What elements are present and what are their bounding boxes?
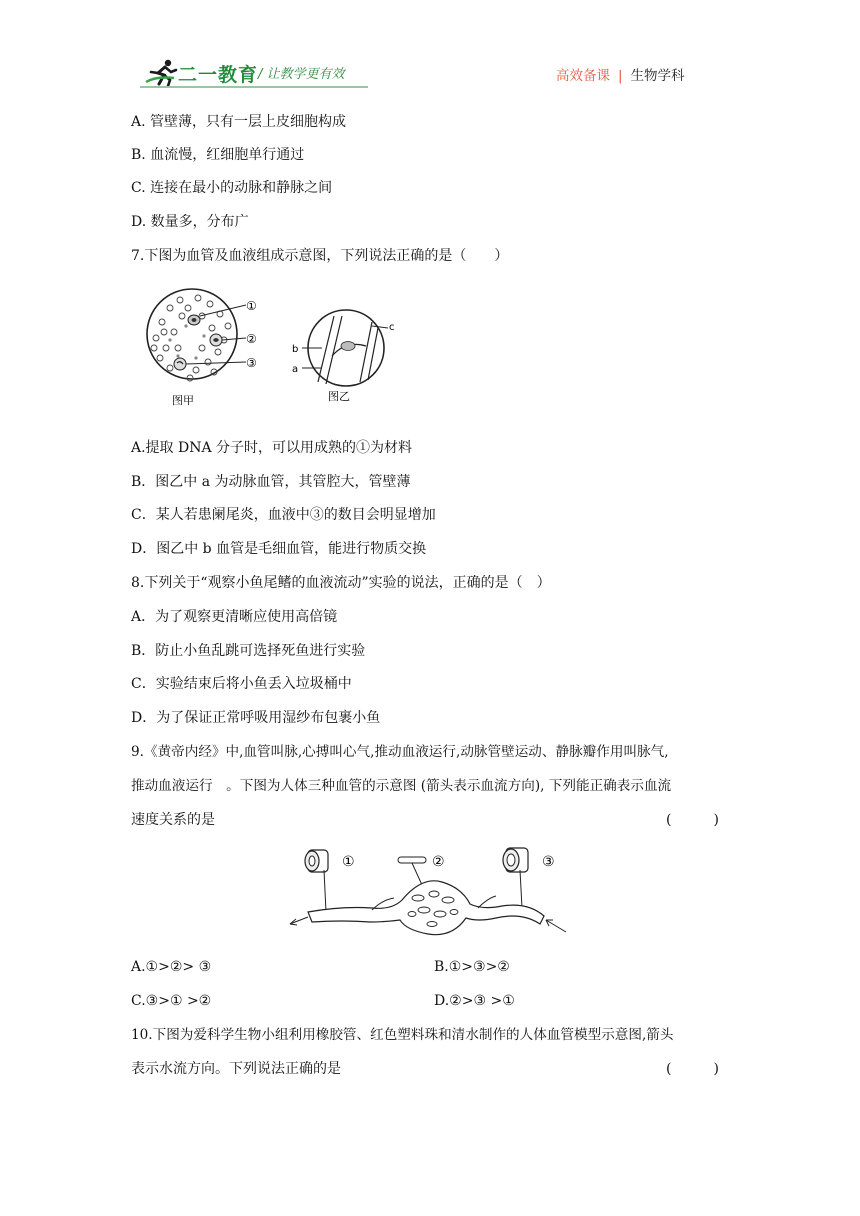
- q9-stem-line3: 速度关系的是: [131, 812, 215, 828]
- q8-option-d: D．为了保证正常呼吸用湿纱布包裹小鱼: [131, 710, 381, 726]
- q6-option-c: C. 连接在最小的动脉和静脉之间: [131, 180, 333, 196]
- q6-option-a: A. 管壁薄，只有一层上皮细胞构成: [131, 114, 347, 130]
- header-right: [556, 64, 685, 84]
- q9-figure-three-vessels: [282, 842, 574, 942]
- q8-option-b: B．防止小鱼乱跳可选择死鱼进行实验: [131, 643, 366, 659]
- header-separator: |: [618, 68, 623, 84]
- q9-option-a: A.①>②> ③: [131, 959, 212, 975]
- q9-stem-line2: 推动血液运行 。下图为人体三种血管的示意图 (箭头表示血流方向), 下列能正确表示血流: [131, 778, 672, 794]
- brand-name: 二一教育: [178, 64, 259, 86]
- q8-option-c: C．实验结束后将小鱼丢入垃圾桶中: [131, 676, 352, 692]
- q10-stem-line2: 表示水流方向。下列说法正确的是: [131, 1061, 341, 1077]
- q7-option-a: A.提取 DNA 分子时，可以用成熟的①为材料: [131, 440, 413, 456]
- q6-option-d: D. 数量多，分布广: [131, 214, 249, 230]
- figure-caption-right: 图乙: [328, 390, 350, 403]
- label-c: c: [389, 322, 395, 333]
- q7-figure-blood-cells: [140, 286, 280, 410]
- brand-slogan: / 让教学更有效: [258, 67, 345, 82]
- q9-option-b: B.①>③>②: [434, 959, 510, 975]
- vessel-label-3: ③: [542, 854, 555, 870]
- label-3: ③: [246, 356, 257, 370]
- label-b: b: [292, 344, 299, 355]
- q7-figure-vessels: [288, 304, 404, 408]
- q6-option-b: B. 血流慢，红细胞单行通过: [131, 147, 305, 163]
- q9-answer-paren: ( ): [666, 812, 719, 828]
- header-subject: 生物学科: [630, 68, 685, 84]
- vessel-label-1: ①: [342, 854, 355, 870]
- header-label: 高效备课: [556, 68, 610, 84]
- q7-option-b: B．图乙中 a 为动脉血管，其管腔大，管壁薄: [131, 474, 411, 490]
- q8-stem: 8.下列关于“观察小鱼尾鳍的血液流动”实验的说法，正确的是（ ）: [131, 575, 551, 591]
- figure-caption-left: 图甲: [172, 394, 194, 407]
- label-2: ②: [246, 332, 257, 346]
- q10-answer-paren: ( ): [666, 1061, 719, 1077]
- runner-logo-icon: [144, 58, 180, 88]
- q7-stem: 7.下图为血管及血液组成示意图，下列说法正确的是（ ）: [131, 248, 509, 264]
- q8-option-a: A．为了观察更清晰应使用高倍镜: [131, 609, 338, 625]
- q10-stem-line1: 10.下图为爱科学生物小组利用橡胶管、红色塑料珠和清水制作的人体血管模型示意图,箭头: [131, 1027, 674, 1043]
- q9-option-c: C.③>① >②: [131, 993, 212, 1009]
- q7-option-d: D．图乙中 b 血管是毛细血管，能进行物质交换: [131, 541, 427, 557]
- q7-option-c: C．某人若患阑尾炎，血液中③的数目会明显增加: [131, 507, 436, 523]
- header-rule: [140, 86, 368, 88]
- label-a: a: [292, 364, 299, 375]
- brand-logo: [140, 56, 380, 92]
- page-header: [140, 56, 720, 96]
- vessel-label-2: ②: [432, 854, 445, 870]
- q9-option-d: D.②>③ >①: [434, 993, 515, 1009]
- label-1: ①: [246, 299, 257, 313]
- q9-stem-line1: 9.《黄帝内经》中,血管叫脉,心搏叫心气,推动血液运行,动脉管壁运动、静脉瓣作用叫脉气,: [131, 744, 669, 760]
